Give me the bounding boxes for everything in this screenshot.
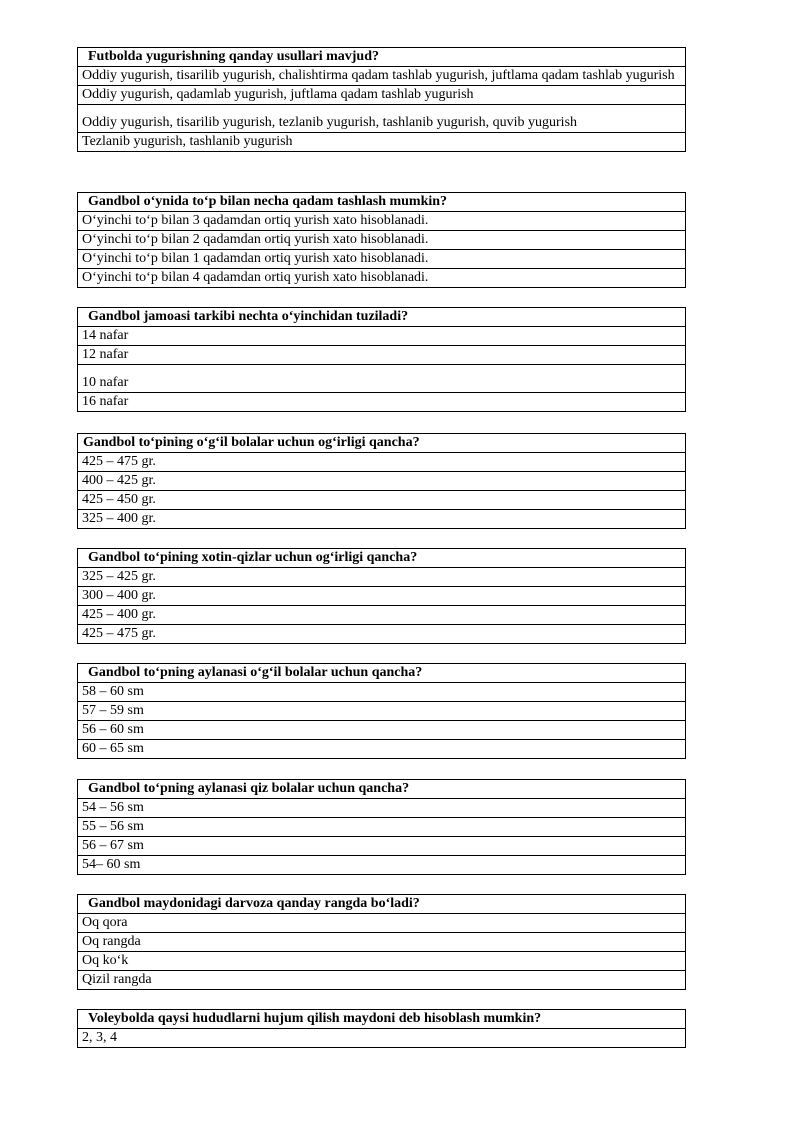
answer-option[interactable]: Oq koʻk [78, 952, 686, 971]
answer-option[interactable]: 14 nafar [78, 327, 686, 346]
answer-option[interactable]: Oʻyinchi toʻp bilan 2 qadamdan ortiq yurish xato hisoblanadi. [78, 231, 686, 250]
answer-option[interactable]: 10 nafar [78, 365, 686, 393]
question-table-6 [77, 663, 686, 759]
answer-option[interactable]: Oʻyinchi toʻp bilan 1 qadamdan ortiq yurish xato hisoblanadi. [78, 250, 686, 269]
answer-option[interactable]: Oʻyinchi toʻp bilan 4 qadamdan ortiq yurish xato hisoblanadi. [78, 269, 686, 288]
answer-option[interactable]: 55 – 56 sm [78, 818, 686, 837]
answer-option[interactable]: 2, 3, 4 [78, 1029, 686, 1048]
answer-option[interactable]: 56 – 60 sm [78, 721, 686, 740]
question-text: Gandbol maydonidagi darvoza qanday rangda boʻladi? [78, 895, 686, 914]
answer-option[interactable]: 425 – 475 gr. [78, 625, 686, 644]
question-table-3 [77, 307, 686, 412]
answer-option[interactable]: 16 nafar [78, 393, 686, 412]
question-text: Futbolda yugurishning qanday usullari mavjud? [78, 48, 686, 67]
answer-option[interactable]: 425 – 475 gr. [78, 453, 686, 472]
answer-option[interactable]: 325 – 425 gr. [78, 568, 686, 587]
answer-option[interactable]: Oq qora [78, 914, 686, 933]
question-table-5 [77, 548, 686, 644]
question-table-2 [77, 192, 686, 288]
answer-option[interactable]: 425 – 450 gr. [78, 491, 686, 510]
answer-option[interactable]: Oq rangda [78, 933, 686, 952]
question-table-9 [77, 1009, 686, 1048]
question-text: Gandbol oʻynida toʻp bilan necha qadam tashlash mumkin? [78, 193, 686, 212]
answer-option[interactable]: 57 – 59 sm [78, 702, 686, 721]
answer-option[interactable]: 54 – 56 sm [78, 799, 686, 818]
answer-option[interactable]: Oddiy yugurish, tisarilib yugurish, chalishtirma qadam tashlab yugurish, juftlama qadam tashlab yugurish [78, 67, 686, 86]
answer-option[interactable]: 60 – 65 sm [78, 740, 686, 759]
question-text: Gandbol toʻpning aylanasi qiz bolalar uchun qancha? [78, 780, 686, 799]
question-table-4 [77, 433, 686, 529]
question-table-7 [77, 779, 686, 875]
answer-option[interactable]: 400 – 425 gr. [78, 472, 686, 491]
answer-option[interactable]: 56 – 67 sm [78, 837, 686, 856]
answer-option[interactable]: 425 – 400 gr. [78, 606, 686, 625]
answer-option[interactable]: 12 nafar [78, 346, 686, 365]
answer-option[interactable]: 300 – 400 gr. [78, 587, 686, 606]
question-table-1 [77, 47, 686, 152]
question-table-8 [77, 894, 686, 990]
answer-option[interactable]: 58 – 60 sm [78, 683, 686, 702]
answer-option[interactable]: Oddiy yugurish, tisarilib yugurish, tezlanib yugurish, tashlanib yugurish, quvib yugurish [78, 105, 686, 133]
answer-option[interactable]: Qizil rangda [78, 971, 686, 990]
question-text: Gandbol toʻpning aylanasi oʻgʻil bolalar uchun qancha? [78, 664, 686, 683]
question-text: Gandbol jamoasi tarkibi nechta oʻyinchidan tuziladi? [78, 308, 686, 327]
answer-option[interactable]: Tezlanib yugurish, tashlanib yugurish [78, 133, 686, 152]
question-text: Gandbol toʻpining oʻgʻil bolalar uchun ogʻirligi qancha? [78, 434, 686, 453]
answer-option[interactable]: Oʻyinchi toʻp bilan 3 qadamdan ortiq yurish xato hisoblanadi. [78, 212, 686, 231]
question-text: Gandbol toʻpining xotin-qizlar uchun ogʻirligi qancha? [78, 549, 686, 568]
question-text: Voleybolda qaysi hududlarni hujum qilish maydoni deb hisoblash mumkin? [78, 1010, 686, 1029]
answer-option[interactable]: 54– 60 sm [78, 856, 686, 875]
answer-option[interactable]: Oddiy yugurish, qadamlab yugurish, juftlama qadam tashlab yugurish [78, 86, 686, 105]
answer-option[interactable]: 325 – 400 gr. [78, 510, 686, 529]
